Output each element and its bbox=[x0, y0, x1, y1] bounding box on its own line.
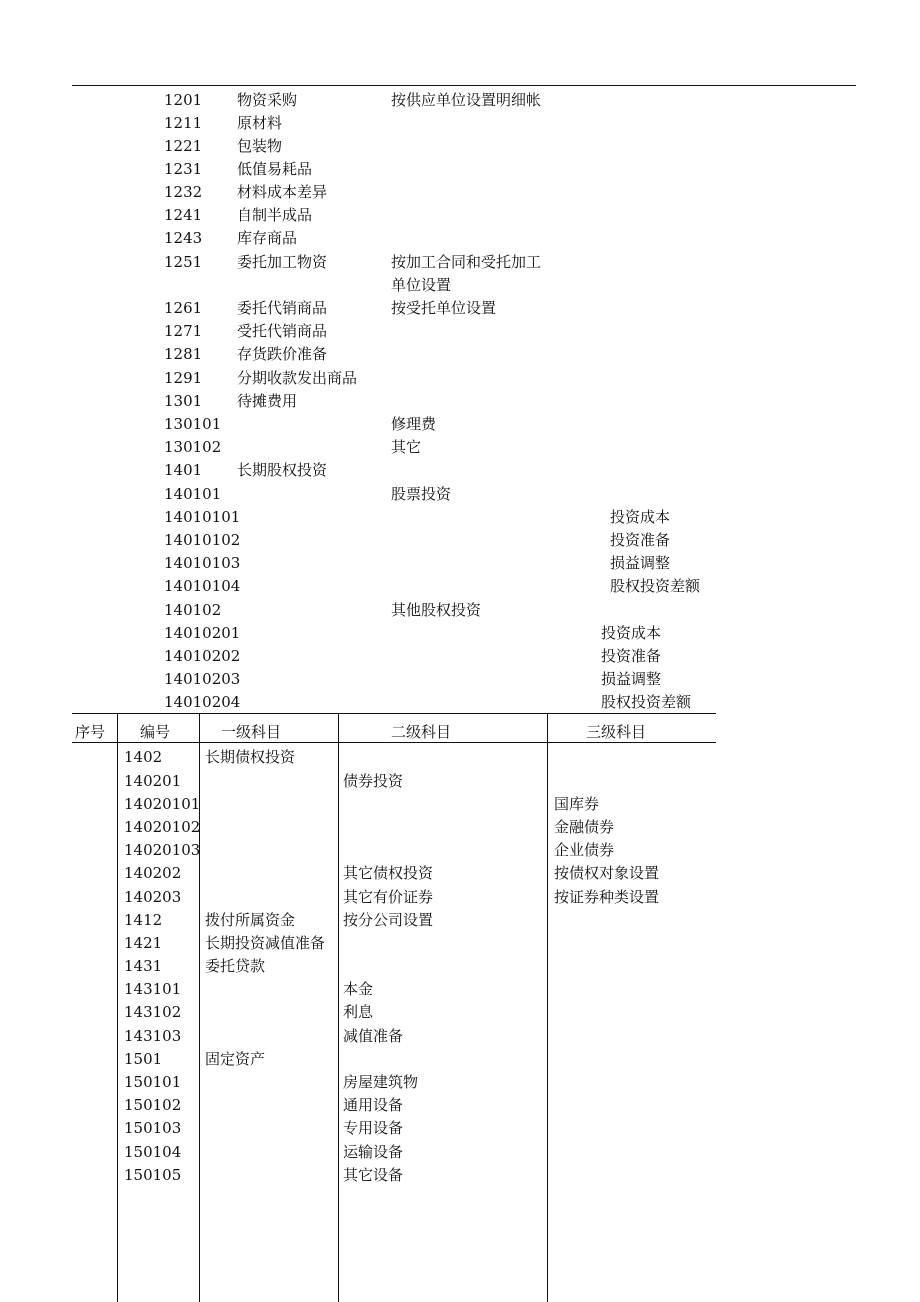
account-code: 1291 bbox=[164, 369, 203, 387]
table-cell-level1: 拨付所属资金 bbox=[205, 911, 296, 929]
table-cell-level2: 本金 bbox=[343, 980, 374, 998]
header-code: 编号 bbox=[140, 723, 171, 741]
level2-account: 其他股权投资 bbox=[391, 601, 482, 619]
table-cell-level2: 其它设备 bbox=[343, 1166, 404, 1184]
table-cell-level1: 长期债权投资 bbox=[205, 748, 296, 766]
account-code: 1241 bbox=[164, 206, 203, 224]
level3-account: 投资成本 bbox=[610, 508, 671, 526]
account-code: 14010202 bbox=[164, 647, 241, 665]
level3-account: 投资成本 bbox=[601, 624, 662, 642]
header-seq: 序号 bbox=[75, 723, 106, 741]
level1-account: 委托代销商品 bbox=[237, 299, 328, 317]
table-cell-level2: 通用设备 bbox=[343, 1096, 404, 1114]
level1-account: 待摊费用 bbox=[237, 392, 298, 410]
level3-account: 股权投资差额 bbox=[610, 577, 701, 595]
account-code: 1281 bbox=[164, 345, 203, 363]
account-code: 1232 bbox=[164, 183, 203, 201]
level1-account: 长期股权投资 bbox=[237, 461, 328, 479]
level2-account: 其它 bbox=[391, 438, 422, 456]
header-level2: 二级科目 bbox=[391, 723, 452, 741]
account-code: 1231 bbox=[164, 160, 203, 178]
table-cell-code: 143101 bbox=[124, 980, 182, 998]
account-code: 140102 bbox=[164, 601, 222, 619]
account-code: 1301 bbox=[164, 392, 203, 410]
level1-account: 物资采购 bbox=[237, 91, 298, 109]
table-cell-level3: 按债权对象设置 bbox=[554, 864, 660, 882]
level1-account: 受托代销商品 bbox=[237, 322, 328, 340]
account-code: 1251 bbox=[164, 253, 203, 271]
top-rule bbox=[72, 85, 856, 86]
table-cell-code: 150103 bbox=[124, 1119, 182, 1137]
account-code: 14010204 bbox=[164, 693, 241, 711]
level3-account: 股权投资差额 bbox=[601, 693, 692, 711]
table-cell-code: 1431 bbox=[124, 957, 163, 975]
level2-account: 股票投资 bbox=[391, 485, 452, 503]
account-code: 14010201 bbox=[164, 624, 241, 642]
level3-account: 投资准备 bbox=[610, 531, 671, 549]
account-code: 1201 bbox=[164, 91, 203, 109]
level1-account: 包装物 bbox=[237, 137, 283, 155]
table-cell-code: 150102 bbox=[124, 1096, 182, 1114]
table-cell-code: 1402 bbox=[124, 748, 163, 766]
table-cell-code: 14020103 bbox=[124, 841, 201, 859]
table-cell-code: 1412 bbox=[124, 911, 163, 929]
level1-account: 存货跌价准备 bbox=[237, 345, 328, 363]
account-code: 14010203 bbox=[164, 670, 241, 688]
account-code: 140101 bbox=[164, 485, 222, 503]
table-cell-level3: 企业债券 bbox=[554, 841, 615, 859]
level1-account: 原材料 bbox=[237, 114, 283, 132]
account-code: 14010101 bbox=[164, 508, 241, 526]
level3-account: 损益调整 bbox=[601, 670, 662, 688]
table-cell-code: 143102 bbox=[124, 1003, 182, 1021]
level2-account: 修理费 bbox=[391, 415, 437, 433]
column-divider bbox=[117, 713, 118, 1302]
table-cell-level2: 债券投资 bbox=[343, 772, 404, 790]
level1-account: 委托加工物资 bbox=[237, 253, 328, 271]
level3-account: 投资准备 bbox=[601, 647, 662, 665]
table-header-rule bbox=[72, 742, 716, 743]
level1-account: 分期收款发出商品 bbox=[237, 369, 358, 387]
table-cell-code: 140202 bbox=[124, 864, 182, 882]
column-divider bbox=[547, 713, 548, 1302]
table-cell-level2: 按分公司设置 bbox=[343, 911, 434, 929]
table-cell-level3: 金融债券 bbox=[554, 818, 615, 836]
account-code: 130101 bbox=[164, 415, 222, 433]
table-cell-code: 14020101 bbox=[124, 795, 201, 813]
level1-account: 材料成本差异 bbox=[237, 183, 328, 201]
level3-account: 损益调整 bbox=[610, 554, 671, 572]
account-code: 14010102 bbox=[164, 531, 241, 549]
table-cell-code: 1501 bbox=[124, 1050, 163, 1068]
table-cell-level2: 运输设备 bbox=[343, 1143, 404, 1161]
level1-account: 库存商品 bbox=[237, 229, 298, 247]
table-cell-code: 150101 bbox=[124, 1073, 182, 1091]
level1-account: 低值易耗品 bbox=[237, 160, 313, 178]
table-cell-level2: 利息 bbox=[343, 1003, 374, 1021]
table-cell-code: 143103 bbox=[124, 1027, 182, 1045]
account-code: 130102 bbox=[164, 438, 222, 456]
level1-account: 自制半成品 bbox=[237, 206, 313, 224]
table-cell-code: 150105 bbox=[124, 1166, 182, 1184]
table-cell-code: 14020102 bbox=[124, 818, 201, 836]
level2-account: 单位设置 bbox=[391, 276, 452, 294]
level2-account: 按受托单位设置 bbox=[391, 299, 497, 317]
table-cell-level2: 减值准备 bbox=[343, 1027, 404, 1045]
table-cell-level1: 固定资产 bbox=[205, 1050, 266, 1068]
table-cell-code: 1421 bbox=[124, 934, 163, 952]
table-cell-code: 140201 bbox=[124, 772, 182, 790]
account-code: 1211 bbox=[164, 114, 203, 132]
table-cell-level3: 国库券 bbox=[554, 795, 600, 813]
table-top-rule bbox=[72, 713, 716, 714]
table-cell-level2: 专用设备 bbox=[343, 1119, 404, 1137]
table-cell-level2: 其它债权投资 bbox=[343, 864, 434, 882]
column-divider bbox=[338, 713, 339, 1302]
table-cell-code: 150104 bbox=[124, 1143, 182, 1161]
table-cell-level3: 按证券种类设置 bbox=[554, 888, 660, 906]
header-level1: 一级科目 bbox=[221, 723, 282, 741]
table-cell-code: 140203 bbox=[124, 888, 182, 906]
account-code: 1221 bbox=[164, 137, 203, 155]
account-code: 1401 bbox=[164, 461, 203, 479]
header-level3: 三级科目 bbox=[586, 723, 647, 741]
account-code: 14010104 bbox=[164, 577, 241, 595]
account-code: 1271 bbox=[164, 322, 203, 340]
account-code: 1243 bbox=[164, 229, 203, 247]
level2-account: 按供应单位设置明细帐 bbox=[391, 91, 542, 109]
account-code: 1261 bbox=[164, 299, 203, 317]
table-cell-level1: 委托贷款 bbox=[205, 957, 266, 975]
table-cell-level2: 其它有价证券 bbox=[343, 888, 434, 906]
account-code: 14010103 bbox=[164, 554, 241, 572]
table-cell-level1: 长期投资减值准备 bbox=[205, 934, 326, 952]
table-cell-level2: 房屋建筑物 bbox=[343, 1073, 419, 1091]
level2-account: 按加工合同和受托加工 bbox=[391, 253, 542, 271]
